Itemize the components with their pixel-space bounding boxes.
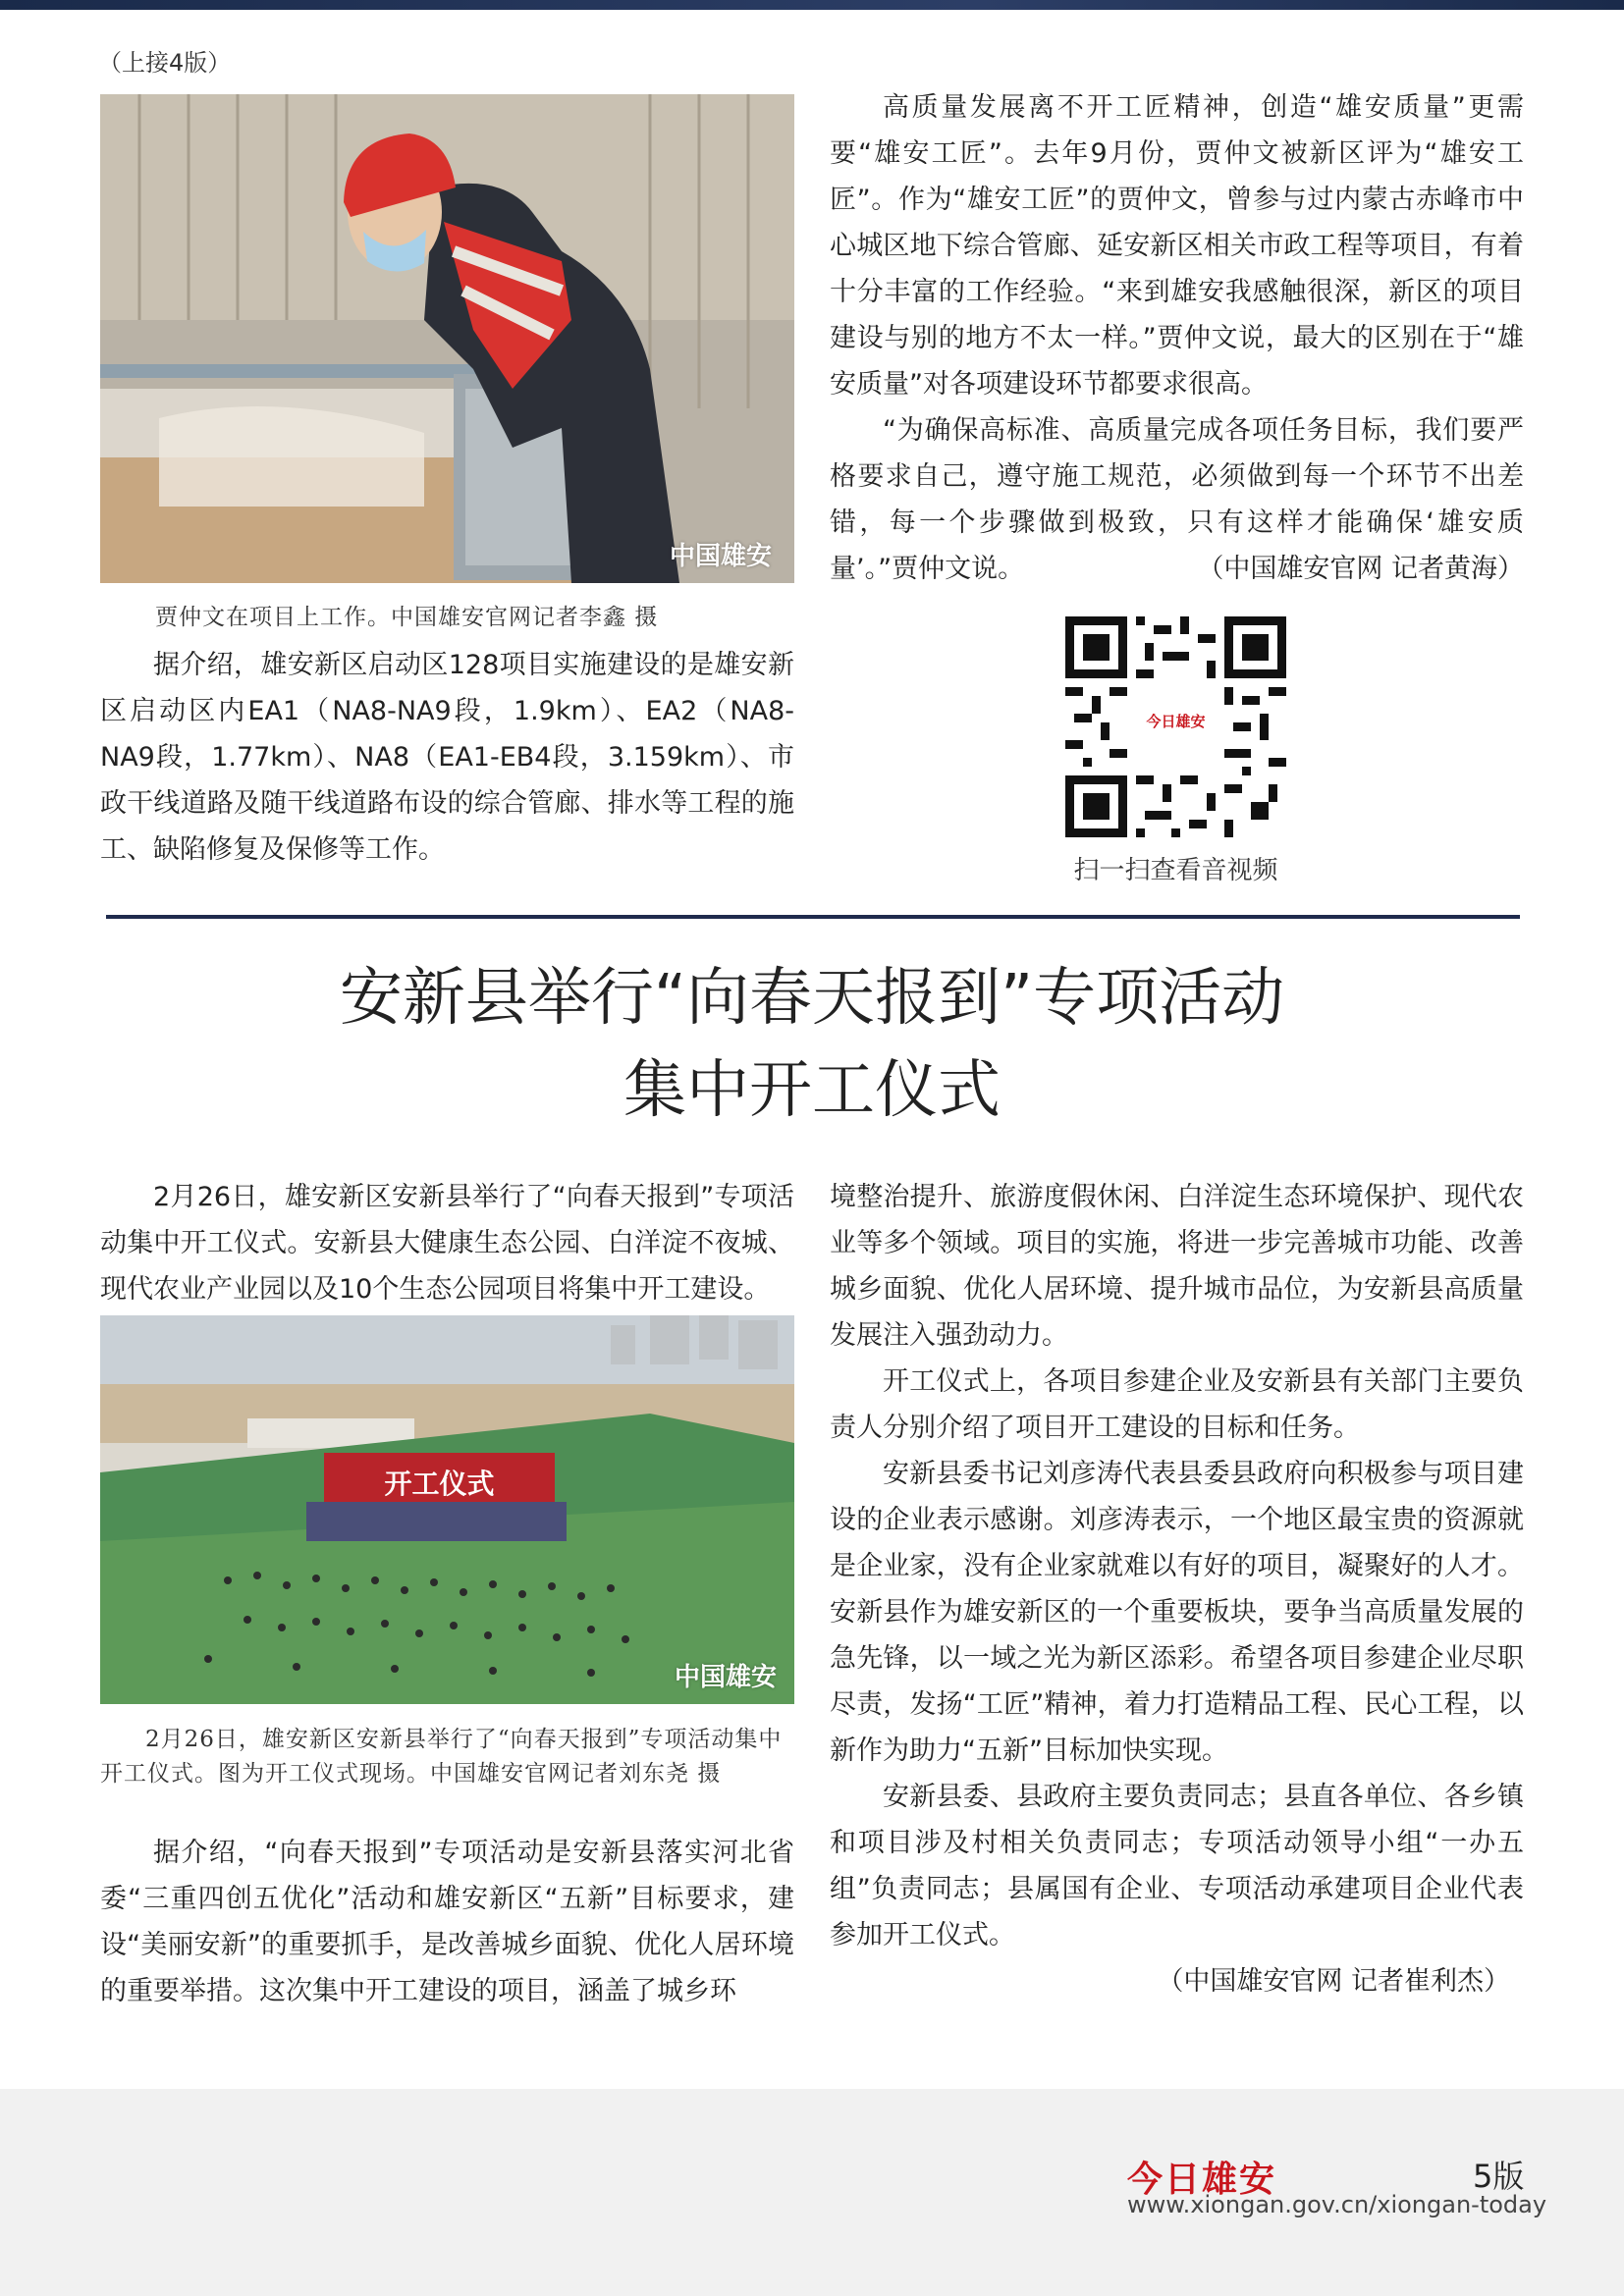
article1-right-paragraph: 高质量发展离不开工匠精神，创造“雄安质量”更需要“雄安工匠”。去年9月份，贾仲文被新区评为“雄安工匠”。作为“雄安工匠”的贾仲文，曾参与过内蒙古赤峰市中心城区地下综合管廊、延安新区相关市政工程等项目，有着十分丰富的工作经验。“来到雄安我感触很深，新区的项目建设与别的地方不太一样。”贾仲文说，最大的区别在于“雄安质量”对各项建设环节都要求很高。 [830,92,1524,400]
article2-right-column [830,1174,1524,2004]
stage-banner: 开工仪式 [384,1468,495,1500]
article2-headline [98,952,1526,1137]
article1-left-paragraph: 据介绍，雄安新区启动区128项目实施建设的是雄安新区启动区内EA1（NA8-NA9段，1.9km）、EA2（NA8-NA9段，1.77km）、NA8（EA1-EB4段，3.159km）、市政干线道路及随干线道路布设的综合管廊、排水等工程的施工、缺陷修复及保修等工作。 [100,650,794,865]
footer-logo: 今日雄安 [1127,2159,1277,2200]
headline-line-1: 安新县举行“向春天报到”专项活动 [339,962,1285,1035]
article2-left-top [100,1174,794,1312]
headline-line-2: 集中开工仪式 [623,1054,1001,1127]
article2-right-paragraph: 安新县委书记刘彦涛代表县委县政府向积极参与项目建设的企业表示感谢。刘彦涛表示，一个地区最宝贵的资源就是企业家，没有企业家就难以有好的项目，凝聚好的人才。安新县作为雄安新区的一个重要板块，要争当高质量发展的急先锋，以一域之光为新区添彩。希望各项目参建企业尽职尽责，发扬“工匠”精神，着力打造精品工程、民心工程，以新作为助力“五新”目标加快实现。 [830,1459,1524,1766]
article2-byline: （中国雄安官网 记者崔利杰） [1157,1966,1510,1997]
page-number: 5版 [1473,2158,1525,2195]
section-divider [106,915,1520,919]
qr-center-label: 今日雄安 [1146,713,1206,730]
article1-left-column [100,642,794,873]
top-color-bar [0,0,1624,10]
article2-right-paragraph: 境整治提升、旅游度假休闲、白洋淀生态环境保护、现代农业等多个领域。项目的实施，将进一步完善城市功能、改善城乡面貌、优化人居环境、提升城市品位，为安新县高质量发展注入强劲动力。 [830,1182,1524,1351]
article2-left-bottom [100,1830,794,2014]
ceremony-photo [100,1315,794,1704]
article1-right-paragraph: “为确保高标准、高质量完成各项任务目标，我们要严格要求自己，遵守施工规范，必须做到每一个环节不出差错，每一个步骤做到极致，只有这样才能确保‘雄安质量’。”贾仲文说。 [830,415,1524,584]
photo-watermark: 中国雄安 [675,1663,778,1692]
continued-note: （上接4版） [98,49,232,77]
article1-right-column [830,84,1524,592]
article2-left-paragraph: 据介绍，“向春天报到”专项活动是安新县落实河北省委“三重四创五优化”活动和雄安新区“五新”目标要求，建设“美丽安新”的重要抓手，是改善城乡面貌、优化人居环境的重要举措。这次集中开工建设的项目，涵盖了城乡环 [100,1838,794,2006]
qr-code[interactable] [1065,616,1286,837]
article2-right-paragraph: 安新县委、县政府主要负责同志；县直各单位、各乡镇和项目涉及村相关负责同志；专项活动领导小组“一办五组”负责同志；县属国有企业、专项活动承建项目企业代表参加开工仪式。 [830,1782,1524,1950]
footer-url[interactable]: www.xiongan.gov.cn/xiongan-today [1127,2191,1547,2218]
photo-watermark: 中国雄安 [670,542,773,571]
ceremony-photo-caption: 2月26日，雄安新区安新县举行了“向春天报到”专项活动集中开工仪式。图为开工仪式现场。中国雄安官网记者刘东尧 摄 [100,1727,783,1787]
article2-right-paragraph: 开工仪式上，各项目参建企业及安新县有关部门主要负责人分别介绍了项目开工建设的目标和任务。 [830,1366,1524,1443]
article1-byline: （中国雄安官网 记者黄海） [1197,554,1524,584]
article2-left-paragraph: 2月26日，雄安新区安新县举行了“向春天报到”专项活动集中开工仪式。安新县大健康生态公园、白洋淀不夜城、现代农业产业园以及10个生态公园项目将集中开工建设。 [100,1182,794,1305]
qr-caption: 扫一扫查看音视频 [1073,856,1278,885]
worker-photo-caption: 贾仲文在项目上工作。中国雄安官网记者李鑫 摄 [155,605,659,630]
worker-photo [100,94,794,583]
